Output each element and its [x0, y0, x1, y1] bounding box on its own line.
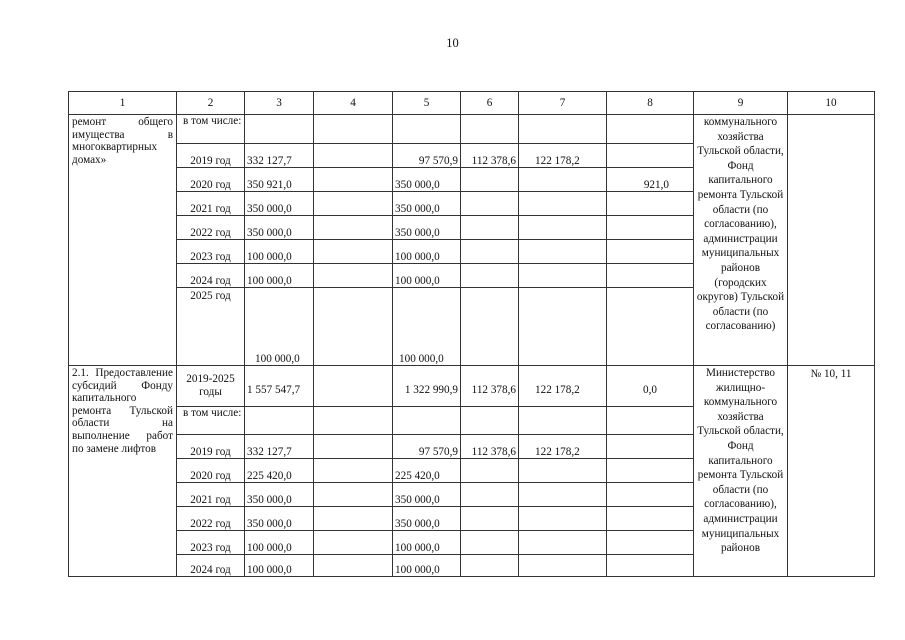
- year-cell: 2022 год: [177, 216, 245, 240]
- amount-cell: [519, 216, 607, 240]
- amount-cell: [607, 264, 694, 288]
- amount-cell: [519, 531, 607, 555]
- amount-cell: 100 000,0: [245, 264, 314, 288]
- column-header: 10: [788, 92, 875, 115]
- amount-cell: [314, 366, 393, 407]
- amount-cell: 1 557 547,7: [245, 366, 314, 407]
- including-label: в том числе:: [177, 407, 245, 435]
- amount-cell: [461, 483, 519, 507]
- budget-table: [68, 91, 875, 577]
- column-header: 3: [245, 92, 314, 115]
- measure-name: ремонт общего имущества в многоквартирных домах»: [69, 115, 177, 366]
- year-cell: 2023 год: [177, 240, 245, 264]
- amount-cell: [607, 507, 694, 531]
- year-cell: 2020 год: [177, 168, 245, 192]
- column-header: 7: [519, 92, 607, 115]
- amount-cell: 100 000,0: [245, 288, 314, 366]
- amount-cell: 225 420,0: [245, 459, 314, 483]
- amount-cell: 921,0: [607, 168, 694, 192]
- indicators-cell: № 10, 11: [788, 366, 875, 577]
- amount-cell: [461, 555, 519, 577]
- page-number: 10: [446, 36, 459, 50]
- amount-cell: [519, 288, 607, 366]
- amount-cell: [607, 531, 694, 555]
- year-cell: 2021 год: [177, 192, 245, 216]
- header-row: [69, 92, 875, 115]
- year-cell: 2024 год: [177, 264, 245, 288]
- year-cell: 2024 год: [177, 555, 245, 577]
- amount-cell: 122 178,2: [519, 144, 607, 168]
- amount-cell: [461, 168, 519, 192]
- amount-cell: 100 000,0: [245, 240, 314, 264]
- amount-cell: [607, 288, 694, 366]
- amount-cell: [607, 483, 694, 507]
- amount-cell: 122 178,2: [519, 435, 607, 459]
- amount-cell: [314, 216, 393, 240]
- amount-cell: 97 570,9: [393, 144, 461, 168]
- amount-cell: 112 378,6: [461, 366, 519, 407]
- amount-cell: [461, 459, 519, 483]
- amount-cell: 100 000,0: [393, 288, 461, 366]
- year-cell: 2019 год: [177, 435, 245, 459]
- amount-cell: [607, 144, 694, 168]
- amount-cell: [519, 555, 607, 577]
- year-cell: 2023 год: [177, 531, 245, 555]
- column-header: 2: [177, 92, 245, 115]
- amount-cell: [519, 168, 607, 192]
- amount-cell: 350 000,0: [245, 483, 314, 507]
- amount-cell: [461, 531, 519, 555]
- amount-cell: [314, 192, 393, 216]
- table-row: [69, 115, 875, 144]
- amount-cell: [519, 483, 607, 507]
- year-cell: 2021 год: [177, 483, 245, 507]
- amount-cell: 100 000,0: [245, 531, 314, 555]
- amount-cell: [519, 192, 607, 216]
- amount-cell: 100 000,0: [393, 531, 461, 555]
- amount-cell: 350 000,0: [393, 168, 461, 192]
- executor-text: коммунального хозяйства Тульской области, Фонд капитального ремонта Тульской области (по согласованию), администрации муниципальных районов (городских округов) Тульской области (по согласованию): [694, 115, 788, 366]
- amount-cell: 122 178,2: [519, 366, 607, 407]
- measure-name: 2.1. Предоставление субсидий Фонду капитального ремонта Тульской области на выполнение работ по замене лифтов: [69, 366, 177, 577]
- amount-cell: [314, 531, 393, 555]
- amount-cell: [314, 555, 393, 577]
- year-cell: 2019-2025 годы: [177, 366, 245, 407]
- amount-cell: 100 000,0: [393, 555, 461, 577]
- amount-cell: [314, 264, 393, 288]
- amount-cell: [314, 240, 393, 264]
- amount-cell: [607, 459, 694, 483]
- amount-cell: [607, 555, 694, 577]
- year-cell: 2019 год: [177, 144, 245, 168]
- amount-cell: [607, 216, 694, 240]
- amount-cell: 350 000,0: [245, 192, 314, 216]
- amount-cell: 332 127,7: [245, 144, 314, 168]
- year-cell: 2025 год: [177, 288, 245, 366]
- amount-cell: [461, 192, 519, 216]
- executor-text: Министерство жилищно-коммунального хозяйства Тульской области, Фонд капитального ремонта Тульской области (по согласованию), администрации муниципальных районов: [694, 366, 788, 577]
- amount-cell: [607, 435, 694, 459]
- amount-cell: [461, 288, 519, 366]
- amount-cell: [314, 144, 393, 168]
- amount-cell: 100 000,0: [393, 240, 461, 264]
- amount-cell: [461, 216, 519, 240]
- amount-cell: 350 000,0: [393, 507, 461, 531]
- table-row: [69, 366, 875, 407]
- amount-cell: [461, 264, 519, 288]
- amount-cell: [314, 435, 393, 459]
- amount-cell: 350 000,0: [393, 483, 461, 507]
- amount-cell: 350 000,0: [393, 216, 461, 240]
- amount-cell: 112 378,6: [461, 435, 519, 459]
- amount-cell: [314, 168, 393, 192]
- amount-cell: 100 000,0: [393, 264, 461, 288]
- amount-cell: [314, 507, 393, 531]
- column-header: 1: [69, 92, 177, 115]
- amount-cell: [607, 192, 694, 216]
- amount-cell: [519, 264, 607, 288]
- amount-cell: [519, 507, 607, 531]
- amount-cell: 0,0: [607, 366, 694, 407]
- amount-cell: [314, 288, 393, 366]
- amount-cell: 1 322 990,9: [393, 366, 461, 407]
- amount-cell: 100 000,0: [245, 555, 314, 577]
- amount-cell: 225 420,0: [393, 459, 461, 483]
- amount-cell: [314, 459, 393, 483]
- amount-cell: [519, 240, 607, 264]
- column-header: 6: [461, 92, 519, 115]
- including-label: в том числе:: [177, 115, 245, 144]
- amount-cell: 97 570,9: [393, 435, 461, 459]
- amount-cell: [314, 483, 393, 507]
- column-header: 8: [607, 92, 694, 115]
- year-cell: 2020 год: [177, 459, 245, 483]
- amount-cell: [461, 240, 519, 264]
- amount-cell: 350 000,0: [393, 192, 461, 216]
- amount-cell: 350 000,0: [245, 216, 314, 240]
- amount-cell: [519, 459, 607, 483]
- amount-cell: [607, 240, 694, 264]
- amount-cell: 350 000,0: [245, 507, 314, 531]
- column-header: 4: [314, 92, 393, 115]
- amount-cell: 350 921,0: [245, 168, 314, 192]
- column-header: 9: [694, 92, 788, 115]
- amount-cell: 332 127,7: [245, 435, 314, 459]
- column-header: 5: [393, 92, 461, 115]
- amount-cell: [461, 507, 519, 531]
- amount-cell: 112 378,6: [461, 144, 519, 168]
- year-cell: 2022 год: [177, 507, 245, 531]
